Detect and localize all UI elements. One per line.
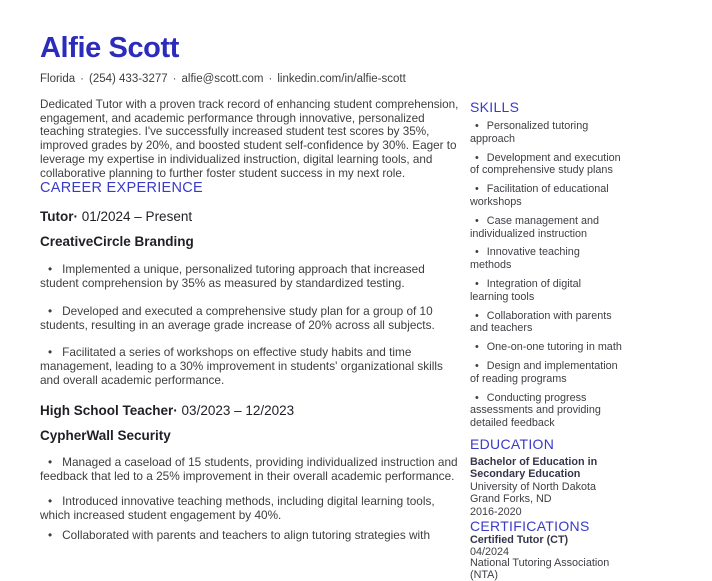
- skill-item: [470, 246, 622, 272]
- section-certifications-heading: CERTIFICATIONS: [470, 517, 590, 534]
- bullet-icon: •: [475, 277, 479, 290]
- bullet-icon: •: [475, 214, 479, 227]
- job-entry: [40, 209, 464, 387]
- contact-phone: (254) 433-3277: [89, 73, 168, 85]
- job-bullet: [40, 528, 464, 542]
- skill-text: Collaboration with parents and teachers: [470, 309, 612, 335]
- job-dates: 03/2023 – 12/2023: [181, 402, 295, 418]
- job-bullet: [40, 304, 464, 332]
- skill-text: Case management and individualized instruction: [470, 214, 600, 240]
- bullet-icon: •: [475, 309, 479, 322]
- contact-line: [40, 73, 464, 86]
- candidate-name: Alfie Scott: [40, 32, 179, 64]
- job-title-line: [40, 403, 464, 418]
- skill-text: One-on-one tutoring in math: [486, 341, 622, 354]
- skill-text: Facilitation of educational workshops: [470, 183, 609, 208]
- skill-item: [470, 215, 622, 241]
- bullet-icon: •: [475, 151, 479, 164]
- skill-text: Design and implementation of reading programs: [470, 359, 618, 385]
- job-bullet-text: Implemented a unique, personalized tutoring approach that increased student comprehension by 35% as measured by standardized testing.: [40, 262, 425, 291]
- bullet-icon: •: [48, 528, 53, 543]
- skill-item: [470, 152, 622, 178]
- education-years: 2016-2020: [470, 505, 522, 518]
- job-bullet-text: Introduced innovative teaching methods, including digital learning tools, which increased student engagement by 40%.: [40, 494, 435, 523]
- certification-date: 04/2024: [470, 545, 510, 558]
- bullet-icon: •: [48, 454, 53, 469]
- skill-text: Development and execution of comprehensive study plans: [470, 151, 621, 177]
- skill-item: [470, 392, 622, 430]
- contact-email: alfie@scott.com: [181, 73, 264, 85]
- education-degree: Bachelor of Education in Secondary Education: [470, 455, 598, 481]
- dot-separator-icon: ·: [80, 73, 84, 85]
- job-bullet: [40, 262, 464, 290]
- skill-text: Innovative teaching methods: [470, 246, 580, 272]
- bullet-icon: •: [48, 262, 53, 277]
- bullet-icon: •: [48, 345, 53, 360]
- skill-text: Personalized tutoring approach: [470, 120, 589, 145]
- job-bullet: [40, 455, 464, 483]
- job-company: CypherWall Security: [40, 427, 171, 443]
- job-title: High School Teacher·: [40, 402, 178, 418]
- skill-text: Conducting progress assessments and providing detailed feedback: [470, 391, 601, 430]
- job-bullet: [40, 345, 464, 388]
- main-column: [40, 32, 464, 543]
- skill-item: [470, 183, 622, 209]
- education-entry: [470, 456, 622, 518]
- bullet-icon: •: [475, 183, 479, 196]
- dot-separator-icon: ·: [172, 73, 177, 85]
- section-education-heading: EDUCATION: [470, 435, 555, 452]
- bullet-icon: •: [475, 359, 479, 372]
- section-career-heading: CAREER EXPERIENCE: [40, 180, 204, 197]
- job-entry: [40, 403, 464, 543]
- skill-item: [470, 341, 622, 354]
- education-location: Grand Forks, ND: [470, 493, 552, 506]
- skills-list: [470, 120, 622, 430]
- skill-item: [470, 120, 622, 146]
- bullet-icon: •: [475, 246, 479, 259]
- skill-item: [470, 310, 622, 336]
- job-title-line: [40, 209, 464, 224]
- certification-name: Certified Tutor (CT): [470, 533, 569, 546]
- job-dates: 01/2024 – Present: [81, 209, 193, 225]
- job-bullet-text: Managed a caseload of 15 students, providing individualized instruction and feedback that led to a 25% improvement in their overall academic performance.: [40, 454, 458, 483]
- bullet-icon: •: [475, 391, 479, 404]
- summary-paragraph: Dedicated Tutor with a proven track record of enhancing student comprehension, engagement, and academic performance through innovative, personalized teaching strategies. I've successfully increased student test scores by 35%, improved grades by 20%, and boosted student self-confidence by 30%. Eager to leverage my expertise in individualized instruction, digital learning tools, and collaborative planning to further foster student success in my next role.: [40, 98, 459, 180]
- bullet-icon: •: [48, 303, 53, 318]
- section-skills-heading: SKILLS: [470, 99, 520, 115]
- job-bullet-text: Collaborated with parents and teachers to align tutoring strategies with: [62, 528, 431, 543]
- job-company: CreativeCircle Branding: [40, 234, 194, 250]
- education-school: University of North Dakota: [470, 480, 597, 493]
- job-bullet: [40, 494, 464, 522]
- bullet-icon: •: [475, 120, 479, 132]
- job-bullet-text: Developed and executed a comprehensive study plan for a group of 10 students, resulting in an average grade increase of 20% across all subjects.: [40, 303, 435, 332]
- bullet-icon: •: [48, 494, 53, 509]
- sidebar-column: [470, 99, 622, 581]
- contact-location: Florida: [40, 73, 76, 85]
- contact-linkedin: linkedin.com/in/alfie-scott: [277, 73, 406, 85]
- skill-item: [470, 278, 622, 304]
- bullet-icon: •: [475, 341, 479, 354]
- certification-issuer: National Tutoring Association (NTA): [470, 557, 610, 581]
- skill-text: Integration of digital learning tools: [470, 277, 582, 303]
- job-bullet-text: Facilitated a series of workshops on effective study habits and time management, leading to a 30% improvement in students' organizational skills and overall academic performance.: [40, 345, 443, 388]
- job-title: Tutor·: [40, 209, 78, 225]
- skill-item: [470, 360, 622, 386]
- certification-entry: [470, 535, 622, 581]
- dot-separator-icon: ·: [268, 73, 273, 85]
